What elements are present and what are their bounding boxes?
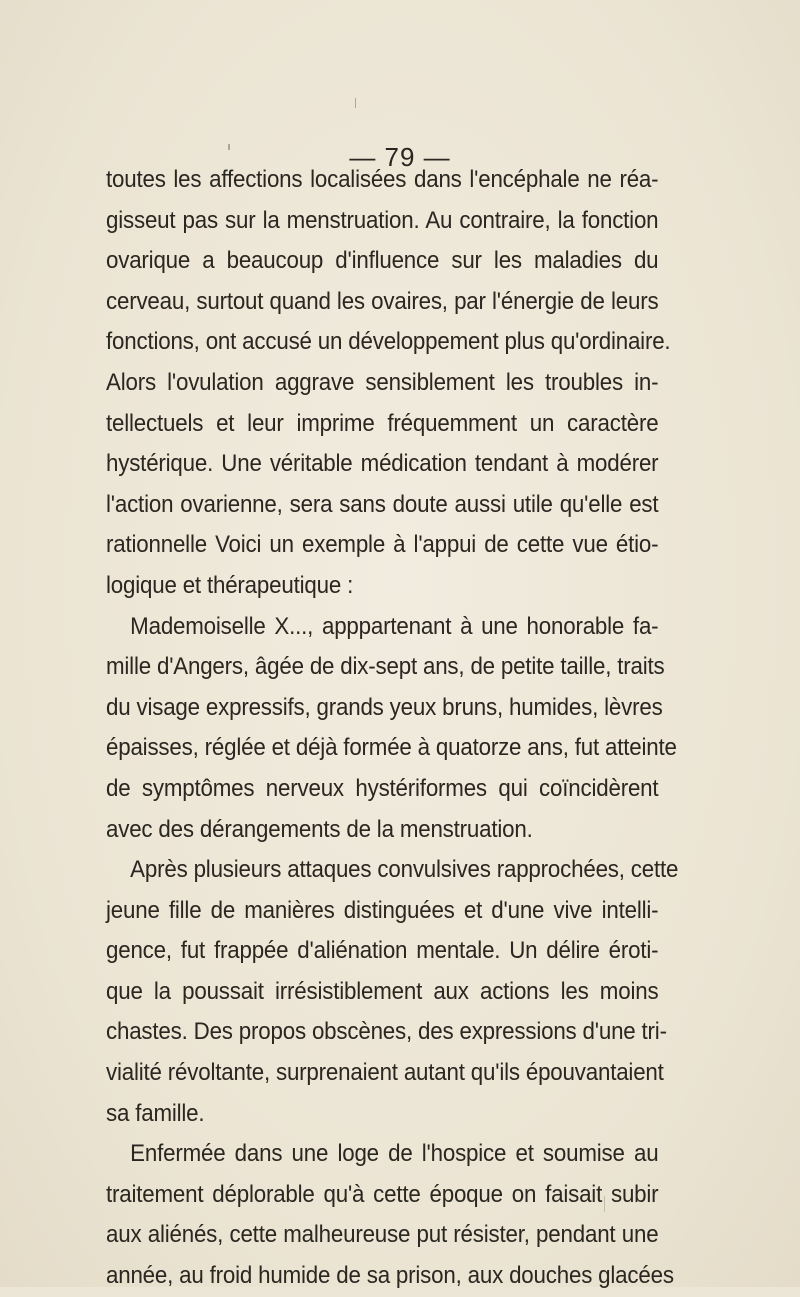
- text-line: jeune fille de manières distinguées et d'une vive intelli-: [106, 896, 659, 924]
- text-line: Mademoiselle X..., apppartenant à une honorable fa-: [130, 612, 659, 640]
- text-line: ovarique a beaucoup d'influence sur les maladies du: [106, 247, 659, 275]
- text-line: traitement déplorable qu'à cette époque on faisait subir: [106, 1180, 659, 1208]
- text-line: Après plusieurs attaques convulsives rapprochées, cette: [130, 856, 679, 884]
- text-line: gence, fut frappée d'aliénation mentale. Un délire éroti-: [106, 937, 659, 965]
- text-line: l'action ovarienne, sera sans doute aussi utile qu'elle est: [106, 490, 659, 518]
- text-line: toutes les affections localisées dans l'encéphale ne réa-: [106, 166, 659, 193]
- text-line: avec des dérangements de la menstruation.: [106, 815, 533, 843]
- text-line: année, au froid humide de sa prison, aux douches glacées: [106, 1262, 674, 1290]
- page-number: — 79 —: [349, 142, 451, 172]
- text-line: de symptômes nerveux hystériformes qui coïncidèrent: [106, 774, 659, 802]
- paper-speck: [355, 98, 356, 108]
- text-line: hystérique. Une véritable médication tendant à modérer: [106, 450, 659, 478]
- text-line: que la poussait irrésistiblement aux actions les moins: [106, 977, 659, 1005]
- text-line: cerveau, surtout quand les ovaires, par l'énergie de leurs: [106, 287, 659, 315]
- text-line: vialité révoltante, surprenaient autant qu'ils épouvantaient: [106, 1059, 664, 1087]
- text-line: tellectuels et leur imprime fréquemment un caractère: [106, 409, 659, 437]
- text-line: mille d'Angers, âgée de dix-sept ans, de petite taille, traits: [106, 653, 665, 681]
- text-line: fonctions, ont accusé un développement plus qu'ordinaire.: [106, 328, 671, 356]
- text-line: chastes. Des propos obscènes, des expressions d'une tri-: [106, 1018, 667, 1046]
- text-line: logique et thérapeutique :: [106, 571, 354, 599]
- text-line: gisseut pas sur la menstruation. Au contraire, la fonction: [106, 206, 659, 234]
- body-text: [106, 160, 679, 1297]
- text-line: aux aliénés, cette malheureuse put résister, pendant une: [106, 1221, 659, 1249]
- text-line: du visage expressifs, grands yeux bruns, humides, lèvres: [106, 693, 663, 721]
- text-line: Alors l'ovulation aggrave sensiblement les troubles in-: [106, 368, 659, 396]
- text-line: sa famille.: [106, 1099, 205, 1127]
- text-line: épaisses, réglée et déjà formée à quatorze ans, fut atteinte: [106, 734, 677, 762]
- text-line: rationnelle Voici un exemple à l'appui de cette vue étio-: [106, 531, 659, 559]
- text-line: Enfermée dans une loge de l'hospice et soumise au: [130, 1140, 659, 1168]
